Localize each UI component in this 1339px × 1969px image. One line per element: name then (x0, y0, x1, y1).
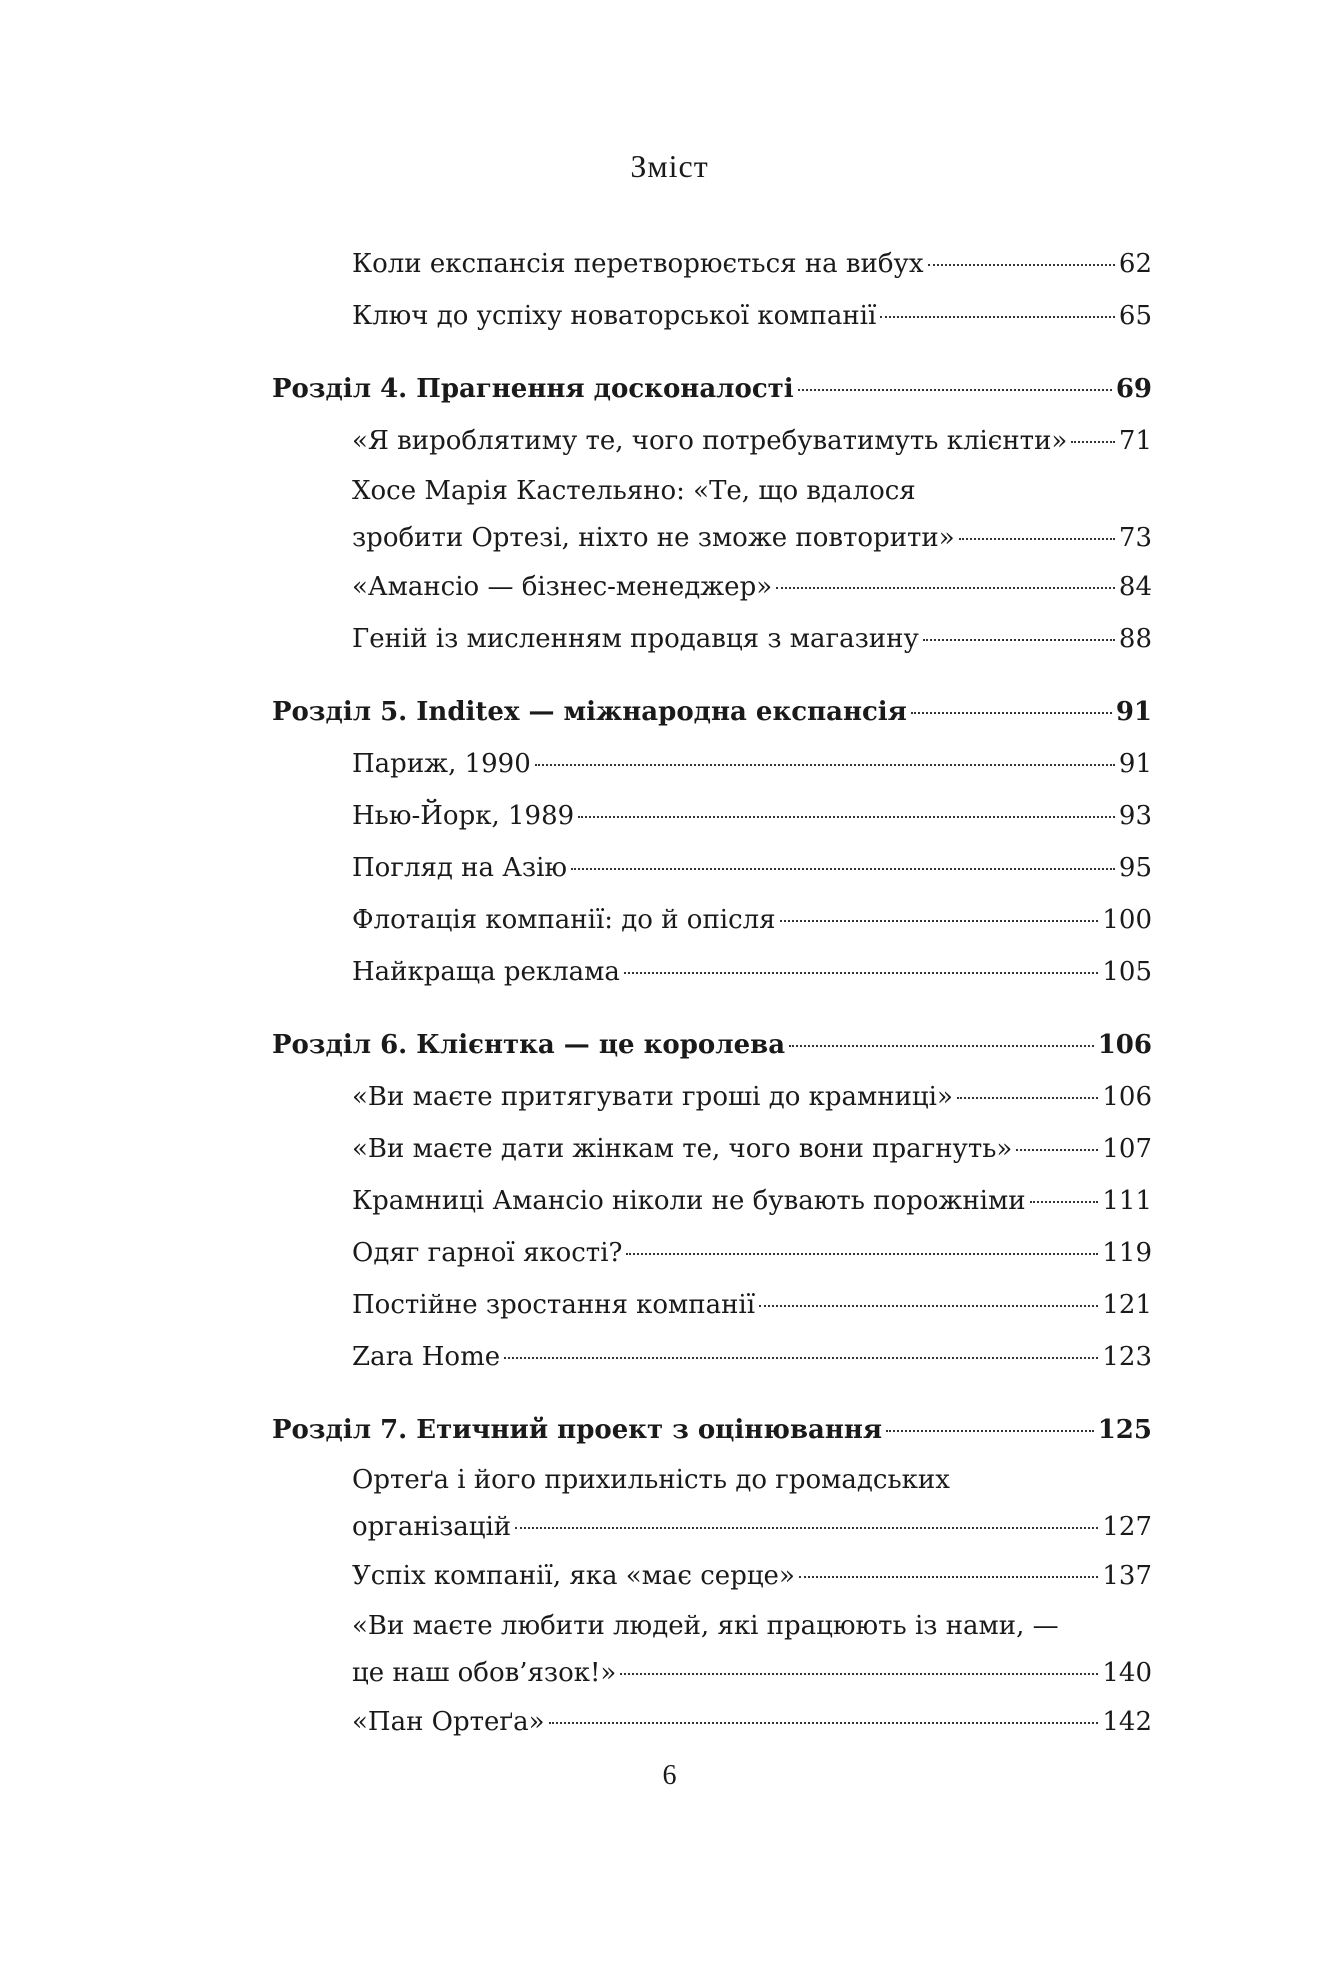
toc-entry-page: 91 (1115, 697, 1152, 727)
toc-entry (272, 946, 1152, 998)
dot-leader (1016, 1149, 1098, 1151)
toc-entry-title: «Ви маєте любити людей, які працюють із нами, — (352, 1611, 1059, 1641)
toc-entry (272, 1550, 1152, 1602)
toc-entry-title: Флотація компанії: до й опісля (352, 905, 776, 935)
toc-entry (272, 1227, 1152, 1279)
toc-entry (272, 415, 1152, 467)
toc-entry (272, 842, 1152, 894)
toc-entry-title: Геній із мисленням продавця з магазину (352, 624, 919, 654)
toc-entry (272, 1279, 1152, 1331)
dot-leader (880, 316, 1115, 318)
toc-entry (272, 1331, 1152, 1383)
toc-entry-page: 121 (1102, 1290, 1152, 1320)
toc-entry-title: Нью-Йорк, 1989 (352, 801, 575, 831)
toc-entry-page: 84 (1118, 572, 1152, 602)
dot-leader (626, 1253, 1098, 1255)
toc-entry-page: 71 (1118, 426, 1152, 456)
dot-leader (571, 868, 1115, 870)
toc-entry-title: «Пан Ортеґа» (352, 1707, 545, 1737)
toc-entry-title: «Ви маєте притягувати гроші до крамниці» (352, 1082, 953, 1112)
toc-entry-page: 137 (1102, 1561, 1152, 1591)
dot-leader (780, 920, 1099, 922)
toc-chapter (272, 363, 1152, 415)
toc-chapter (272, 1404, 1152, 1456)
toc-entry-title: Розділ 4. Прагнення досконалості (272, 374, 794, 404)
toc-entry-title-cont: це наш обов’язок!» (352, 1658, 617, 1688)
toc-entry (272, 561, 1152, 613)
toc-chapter (272, 686, 1152, 738)
toc-entry (272, 290, 1152, 342)
toc-entry-title: Коли експансія перетворюється на вибух (352, 249, 924, 279)
toc-entry (272, 738, 1152, 790)
toc-entry-title-cont: організацій (352, 1512, 512, 1542)
table-of-contents (272, 238, 1152, 1748)
toc-entry-page: 127 (1102, 1512, 1152, 1542)
toc-entry-title-cont: зробити Ортезі, ніхто не зможе повторити» (352, 523, 955, 553)
toc-entry-page: 69 (1115, 374, 1152, 404)
dot-leader (957, 1097, 1098, 1099)
toc-entry-title: «Амансіо — бізнес-менеджер» (352, 572, 773, 602)
dot-leader (799, 1576, 1099, 1578)
toc-entry (272, 894, 1152, 946)
dot-leader (515, 1527, 1098, 1529)
toc-entry-page: 73 (1118, 523, 1152, 553)
toc-entry (272, 1123, 1152, 1175)
page-title: Зміст (630, 148, 709, 184)
toc-entry (272, 790, 1152, 842)
toc-chapter (272, 1019, 1152, 1071)
toc-entry-page: 62 (1118, 249, 1152, 279)
dot-leader (504, 1357, 1098, 1359)
dot-leader (620, 1673, 1098, 1675)
toc-entry-title: Розділ 7. Етичний проект з оцінювання (272, 1415, 883, 1445)
dot-leader (535, 764, 1115, 766)
toc-entry-title: Розділ 5. Inditex — міжнародна експансія (272, 697, 907, 727)
toc-entry (272, 1175, 1152, 1227)
page-number: 6 (662, 1760, 677, 1791)
toc-entry-page: 140 (1102, 1658, 1152, 1688)
toc-entry-title: Крамниці Амансіо ніколи не бувають порожніми (352, 1186, 1026, 1216)
toc-entry-title: Одяг гарної якості? (352, 1238, 623, 1268)
toc-entry-title: Zara Home (352, 1342, 501, 1372)
toc-entry-page: 91 (1118, 749, 1152, 779)
toc-entry-page: 119 (1102, 1238, 1152, 1268)
toc-entry-title: Постійне зростання компанії (352, 1290, 756, 1320)
toc-entry-title: Розділ 6. Клієнтка — це королева (272, 1030, 786, 1060)
dot-leader (923, 639, 1115, 641)
toc-entry-title: Успіх компанії, яка «має серце» (352, 1561, 795, 1591)
toc-entry (272, 1071, 1152, 1123)
toc-entry (272, 1696, 1152, 1748)
toc-entry (272, 467, 1152, 561)
dot-leader (1071, 441, 1115, 443)
toc-entry-page: 100 (1102, 905, 1152, 935)
dot-leader (959, 538, 1115, 540)
toc-entry-page: 125 (1097, 1415, 1152, 1445)
toc-entry-title: Найкраща реклама (352, 957, 620, 987)
toc-entry-page: 88 (1118, 624, 1152, 654)
dot-leader (1030, 1201, 1099, 1203)
toc-entry-title: «Я вироблятиму те, чого потребуватимуть клієнти» (352, 426, 1068, 456)
toc-entry-title: Ключ до успіху новаторської компанії (352, 301, 877, 331)
dot-leader (624, 972, 1099, 974)
dot-leader (911, 712, 1112, 714)
toc-entry-title: Париж, 1990 (352, 749, 531, 779)
toc-entry-page: 95 (1118, 853, 1152, 883)
toc-entry-page: 123 (1102, 1342, 1152, 1372)
toc-entry (272, 613, 1152, 665)
toc-entry (272, 1456, 1152, 1550)
dot-leader (578, 816, 1115, 818)
toc-entry-page: 107 (1102, 1134, 1152, 1164)
toc-entry-page: 65 (1118, 301, 1152, 331)
toc-entry-title: «Ви маєте дати жінкам те, чого вони прагнуть» (352, 1134, 1013, 1164)
dot-leader (759, 1305, 1098, 1307)
toc-entry-page: 106 (1102, 1082, 1152, 1112)
dot-leader (776, 587, 1115, 589)
dot-leader (789, 1045, 1094, 1047)
toc-entry-title: Хосе Марія Кастельяно: «Те, що вдалося (352, 476, 916, 506)
dot-leader (798, 389, 1112, 391)
toc-entry (272, 1602, 1152, 1696)
toc-entry-title: Ортеґа і його прихильність до громадських (352, 1465, 950, 1495)
toc-entry-page: 93 (1118, 801, 1152, 831)
toc-entry-page: 106 (1097, 1030, 1152, 1060)
toc-entry (272, 238, 1152, 290)
dot-leader (886, 1430, 1094, 1432)
toc-entry-title: Погляд на Азію (352, 853, 568, 883)
dot-leader (928, 264, 1115, 266)
toc-entry-page: 105 (1102, 957, 1152, 987)
toc-entry-page: 111 (1102, 1186, 1152, 1216)
toc-entry-page: 142 (1102, 1707, 1152, 1737)
dot-leader (549, 1722, 1099, 1724)
